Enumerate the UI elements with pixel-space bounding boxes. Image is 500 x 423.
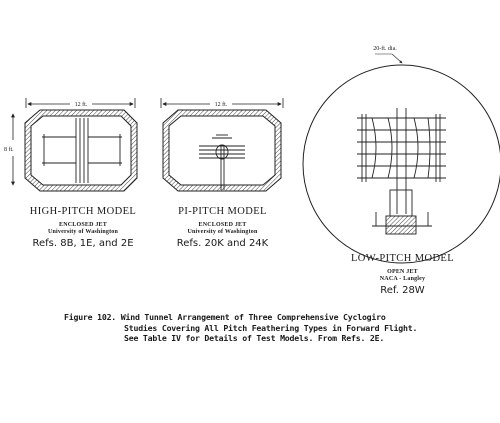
high-pitch-width-label: 12 ft. xyxy=(74,102,88,108)
diameter-label: 20-ft. dia. xyxy=(373,46,397,52)
pi-pitch-institution: University of Washington xyxy=(187,228,258,235)
low-pitch-title: LOW-PITCH MODEL xyxy=(350,253,455,264)
high-pitch-title: HIGH-PITCH MODEL xyxy=(29,206,137,217)
high-pitch-height-label: 8 ft. xyxy=(4,147,14,153)
figure-caption xyxy=(64,312,464,344)
high-pitch-jet: ENCLOSED JET xyxy=(59,222,107,229)
caption-line-1: Figure 102. Wind Tunnel Arrangement of Three Comprehensive Cyclogiro xyxy=(64,312,386,322)
high-pitch-institution: University of Washington xyxy=(47,228,119,235)
caption-line-3: See Table IV for Details of Test Models. From Refs. 2E. xyxy=(124,333,385,343)
caption-line-2: Studies Covering All Pitch Feathering Types in Forward Flight. xyxy=(124,322,418,333)
high-pitch-refs: Refs. 8B, 1E, and 2E xyxy=(32,237,134,249)
pi-pitch-width-label: 12 ft. xyxy=(214,102,228,108)
low-pitch-tunnel xyxy=(303,45,500,263)
pi-pitch-jet: ENCLOSED JET xyxy=(198,222,247,229)
high-pitch-tunnel xyxy=(4,98,137,191)
low-pitch-label-group xyxy=(325,253,480,296)
low-pitch-jet: OPEN JET xyxy=(387,269,418,276)
pi-pitch-title: PI-PITCH MODEL xyxy=(178,206,267,217)
high-pitch-label-group xyxy=(8,206,158,249)
low-pitch-institution: NACA - Langley xyxy=(379,275,426,282)
pi-pitch-refs: Refs. 20K and 24K xyxy=(176,237,269,249)
low-pitch-refs: Ref. 28W xyxy=(380,284,425,296)
pi-pitch-tunnel xyxy=(161,98,283,191)
pi-pitch-label-group xyxy=(150,206,295,249)
